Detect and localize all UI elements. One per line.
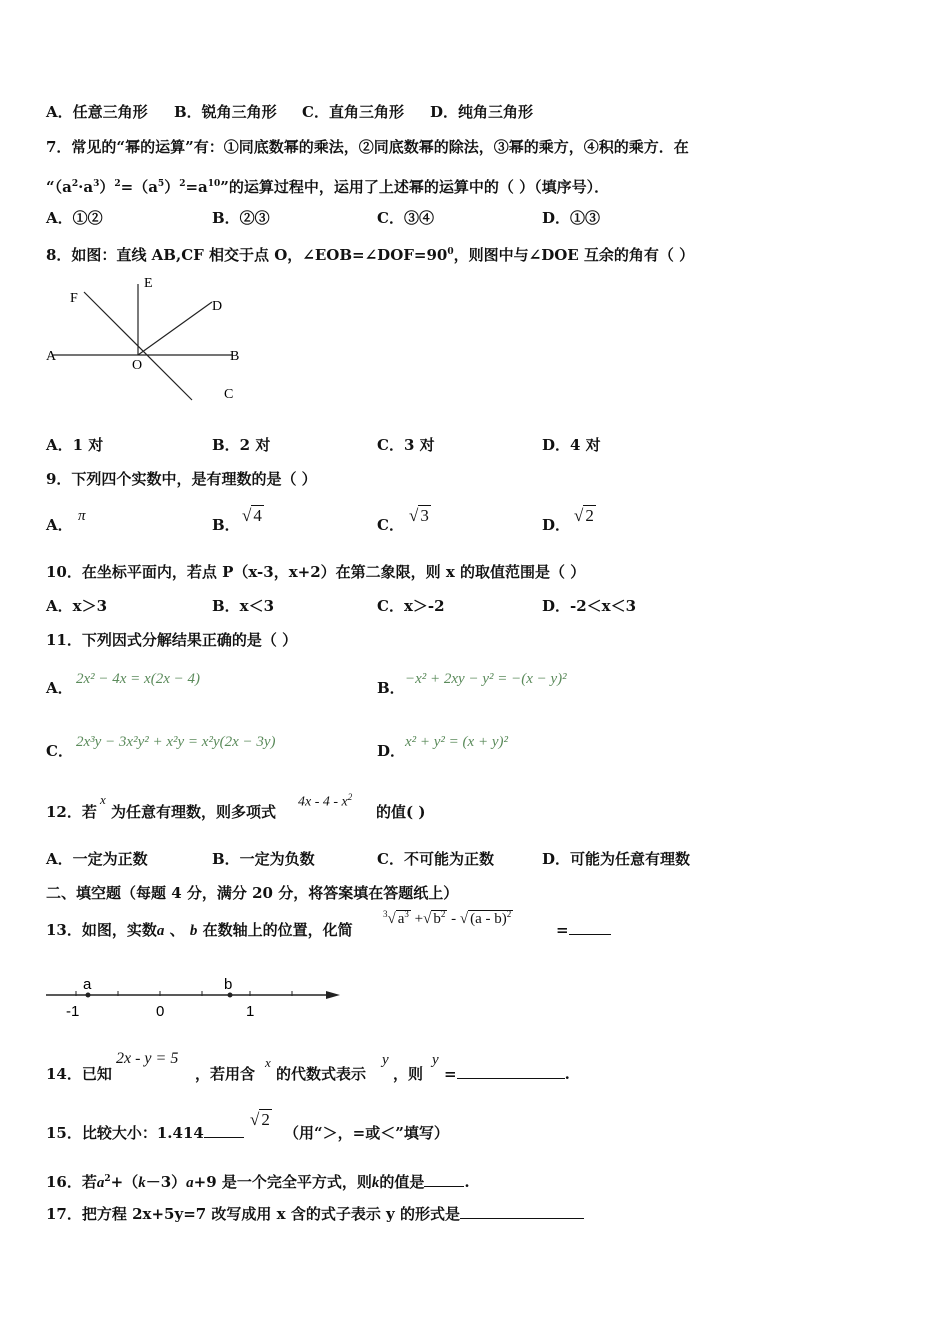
q11-label-b: B． <box>377 679 405 697</box>
q6-option-c: C．直角三角形 <box>302 103 404 121</box>
q7-option-d: D．①③ <box>542 209 601 227</box>
q12-prefix: 12．若 <box>46 803 97 821</box>
q16-line: 16．若$a^2+(k-3)a+9$ 是一个完全平方式，则k的值是 . <box>46 1173 470 1191</box>
q7-stem-line2: “$(a^2\cdot a^3)^2=(a^5)^2=a^{10}$”的运算过程中，运用了上述幂的运算中的（ ）（填序号）． <box>46 178 610 196</box>
q10-option-d: D．-2＜x＜3 <box>542 597 637 615</box>
q14-mid3: ，则 <box>393 1065 424 1083</box>
q12-option-a: A．一定为正数 <box>46 850 148 868</box>
q9-option-d: D． <box>542 516 571 534</box>
q14-answer-blank[interactable] <box>457 1064 565 1079</box>
section2-heading: 二、填空题（每题 4 分，满分 20 分，将答案填在答题纸上） <box>46 884 459 902</box>
q11-label-a: A． <box>46 679 73 697</box>
q13-expression: $^3$√ $a^3$ +√ $b^2$ - √ (a - b)$^2$ <box>383 909 512 927</box>
q12-var-x: x <box>100 792 106 807</box>
tick-label-one: 1 <box>246 1003 255 1020</box>
q8-option-c: C．3 对 <box>377 436 435 454</box>
q6-option-b: B．锐角三角形 <box>174 103 277 121</box>
q11-label-c: C． <box>46 742 73 760</box>
q12-mid: 为任意有理数，则多项式 <box>111 803 277 821</box>
q7-stem-line1: 7．常见的“幂的运算”有：①同底数幂的乘法，②同底数幂的除法，③幂的乘方，④积的乘方．在 <box>46 138 689 156</box>
label-f: F <box>70 291 78 306</box>
q14-prefix: 14．已知 <box>46 1065 112 1083</box>
q13-answer-blank[interactable] <box>569 920 611 935</box>
q9-option-c: C． <box>377 516 404 534</box>
q11-label-d: D． <box>377 742 406 760</box>
q17-answer-blank[interactable] <box>460 1204 584 1219</box>
label-point-b: b <box>224 976 233 993</box>
q14-mid2: 的代数式表示 <box>276 1065 367 1083</box>
q9-value-sqrt2: √ 2 <box>574 506 594 525</box>
q14-expr: 2x - y = 5 <box>116 1050 179 1067</box>
q8-stem: 8．如图：直线 AB,CF 相交于点 O，$\angle EOB=\angle DOF=90^0$，则图中与∠DOE 互余的角有（ ） <box>46 246 695 264</box>
tick-label-zero: 0 <box>156 1003 165 1020</box>
q9-stem: 9．下列四个实数中，是有理数的是（ ） <box>46 470 317 488</box>
q12-expr: $4x - 4 - x^2$ <box>298 792 353 810</box>
label-o: O <box>132 358 143 373</box>
q16-answer-blank[interactable] <box>424 1172 464 1187</box>
q6-option-a: A．任意三角形 <box>46 103 148 121</box>
q7-option-c: C．③④ <box>377 209 434 227</box>
q17-line: 17．把方程 2x+5y=7 改写成用 x 含的式子表示 y 的形式是 <box>46 1204 584 1224</box>
q14-var-y2: y <box>432 1052 439 1068</box>
q13-stem: 13．如图，实数a 、 b 在数轴上的位置，化简 <box>46 921 353 939</box>
q8-figure <box>40 270 260 410</box>
q8-option-b: B．2 对 <box>212 436 271 454</box>
q14-answer: = . <box>444 1065 570 1083</box>
q13-answer: = <box>556 920 611 940</box>
q12-option-c: C．不可能为正数 <box>377 850 494 868</box>
label-a: A <box>46 349 57 364</box>
q11-expr-a: 2x² − 4x = x(2x − 4) <box>76 671 200 687</box>
q11-expr-c: 2x³y − 3x²y² + x²y = x²y(2x − 3y) <box>76 734 276 750</box>
q10-option-b: B．x＜3 <box>212 597 275 615</box>
q14-var-x: x <box>265 1055 271 1070</box>
q15-answer-blank[interactable] <box>204 1123 244 1138</box>
q7-option-a: A．①② <box>46 209 103 227</box>
q10-stem: 10．在坐标平面内，若点 P（x-3，x+2）在第二象限，则 x 的取值范围是（ ） <box>46 563 586 581</box>
q14-mid1: ，若用含 <box>195 1065 256 1083</box>
label-b: B <box>230 349 240 364</box>
tick-label-minus-one: -1 <box>66 1003 80 1020</box>
label-d: D <box>212 299 223 314</box>
q9-option-b: B． <box>212 516 240 534</box>
point-a <box>86 993 91 998</box>
q15-suffix: （用“＞，=或＜”填写） <box>284 1124 449 1142</box>
q15-prefix: 15．比较大小：1.414 <box>46 1123 244 1143</box>
q7-option-b: B．②③ <box>212 209 270 227</box>
q12-option-d: D．可能为任意有理数 <box>542 850 691 868</box>
q11-expr-d: x² + y² = (x + y)² <box>405 734 508 750</box>
q12-option-b: B．一定为负数 <box>212 850 315 868</box>
q10-option-a: A．x＞3 <box>46 597 108 615</box>
label-point-a: a <box>83 976 92 993</box>
q11-stem: 11．下列因式分解结果正确的是（ ） <box>46 631 298 649</box>
q8-option-d: D．4 对 <box>542 436 601 454</box>
q11-expr-b: −x² + 2xy − y² = −(x − y)² <box>405 671 567 687</box>
q9-value-pi: π <box>78 508 86 524</box>
q15-sqrt2: √ 2 <box>250 1110 270 1129</box>
q13-number-line <box>40 972 350 1024</box>
q12-suffix: 的值( ) <box>376 803 426 821</box>
label-e: E <box>144 276 153 291</box>
point-b <box>228 993 233 998</box>
number-line-arrow-icon <box>326 991 340 999</box>
q10-option-c: C．x＞-2 <box>377 597 445 615</box>
ray-od <box>138 302 212 355</box>
q9-option-a: A． <box>46 516 73 534</box>
q9-value-sqrt3: √ 3 <box>409 506 429 525</box>
q14-var-y: y <box>382 1052 389 1068</box>
label-c: C <box>224 387 234 402</box>
q8-option-a: A．1 对 <box>46 436 104 454</box>
q9-value-sqrt4: √ 4 <box>242 506 262 525</box>
q6-option-d: D．纯角三角形 <box>430 103 534 121</box>
